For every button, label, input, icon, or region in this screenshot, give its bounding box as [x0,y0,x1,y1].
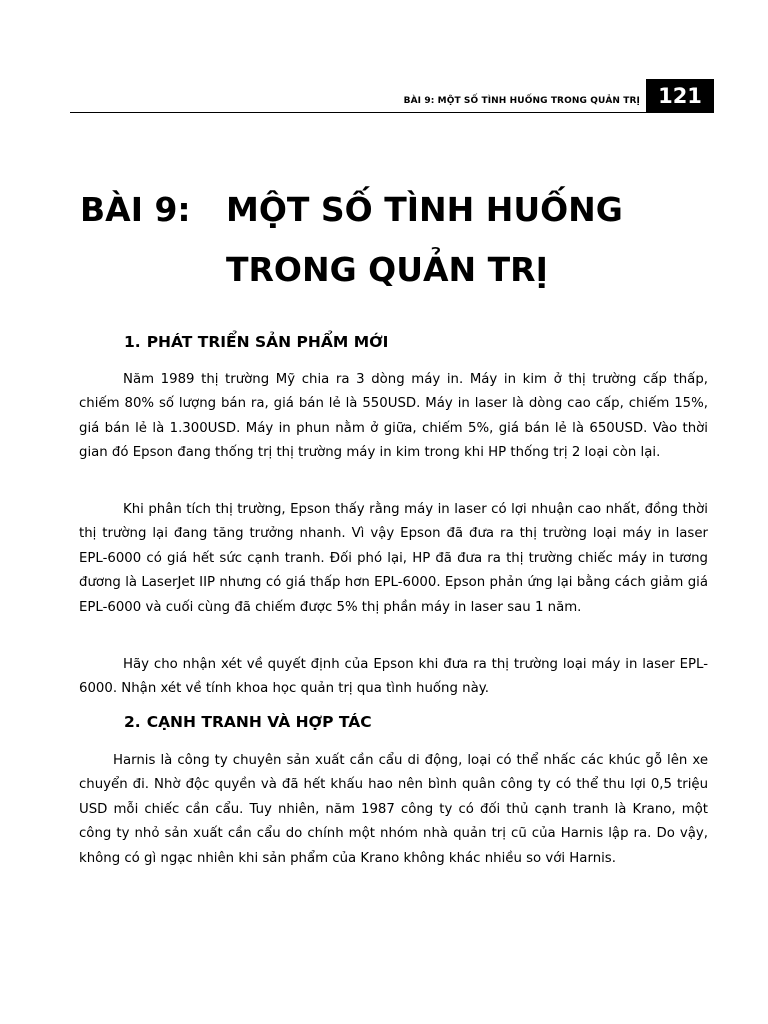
chapter-label: BÀI 9: [80,190,191,229]
header-rule [70,112,646,113]
running-header-title: BÀI 9: MỘT SỐ TÌNH HUỐNG TRONG QUẢN TRỊ [403,96,640,106]
section-heading-2 [124,713,372,731]
section-heading-1 [124,333,388,351]
paragraph: Khi phân tích thị trường, Epson thấy rằng máy in laser có lợi nhuận cao nhất, đồng thời thị trường lại đang tăng trưởng nhanh. Vì vậy Epson đã đưa ra thị trường loại máy in laser EPL-6000 có giá hết sức cạnh tranh. Đối phó lại, HP đã đưa ra thị trường chiếc máy in tương đương là LaserJet IIP nhưng có giá thấp hơn EPL-6000. Epson phản ứng lại bằng cách giảm giá EPL-6000 và cuối cùng đã chiếm được 5% thị phần máy in laser sau 1 năm. [79,502,708,615]
paragraph: Hãy cho nhận xét về quyết định của Epson khi đưa ra thị trường loại máy in laser EPL-6000. Nhận xét về tính khoa học quản trị qua tình huống này. [79,657,708,697]
paragraph: Năm 1989 thị trường Mỹ chia ra 3 dòng máy in. Máy in kim ở thị trường cấp thấp, chiếm 80% số lượng bán ra, giá bán lẻ là 550USD. Máy in laser là dòng cao cấp, chiếm 15%, giá bán lẻ là 1.300USD. Máy in phun nằm ở giữa, chiếm 5%, giá bán lẻ là 650USD. Vào thời gian đó Epson đang thống trị thị trường máy in kim trong khi HP thống trị 2 loại còn lại. [79,372,708,461]
chapter-title-line1: MỘT SỐ TÌNH HUỐNG [226,190,623,229]
section-heading-text: PHÁT TRIỂN SẢN PHẨM MỚI [146,333,389,351]
section-heading-text: CẠNH TRANH VÀ HỢP TÁC [146,713,372,731]
chapter-title-line2: TRONG QUẢN TRỊ [226,250,548,289]
chapter-title [80,180,720,300]
section-number: 1. [124,333,141,351]
section-number: 2. [124,713,141,731]
paragraph: Harnis là công ty chuyên sản xuất cần cẩu di động, loại có thể nhấc các khúc gỗ lên xe chuyển đi. Nhờ độc quyền và đã hết khấu hao nên bình quân công ty có thể thu lợi 0,5 triệu USD mỗi chiếc cần cẩu. Tuy nhiên, năm 1987 công ty có đối thủ cạnh tranh là Krano, một công ty nhỏ sản xuất cần cẩu do chính một nhóm nhà quản trị cũ của Harnis lập ra. Do vậy, không có gì ngạc nhiên khi sản phẩm của Krano không khác nhiều so với Harnis. [79,753,708,866]
page-number-badge: 121 [646,79,714,113]
